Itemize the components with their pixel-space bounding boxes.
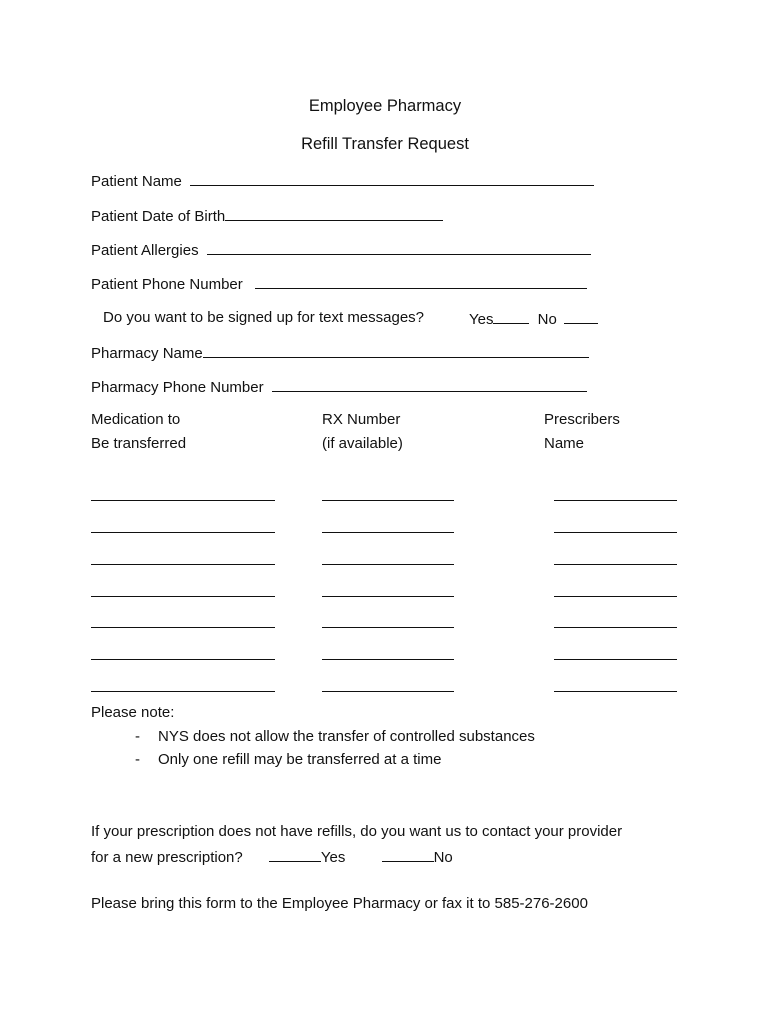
col-medication-header-line2: Be transferred [91,435,187,452]
pharmacy-phone-field[interactable] [272,377,587,392]
prescriber-field[interactable] [554,691,677,692]
notes-bullet-1: NYS does not allow the transfer of controlled substances [158,728,535,745]
medication-field[interactable] [91,596,275,597]
patient-name-label: Patient Name [91,173,182,190]
rx-number-field[interactable] [322,627,454,628]
col-rx-header-line2: (if available) [322,435,403,452]
refill-question-line1: If your prescription does not have refills, do you want us to contact your provider [91,823,623,840]
medication-field[interactable] [91,532,275,533]
prescriber-field[interactable] [554,659,677,660]
form-title: Employee Pharmacy [308,97,462,115]
patient-phone-field[interactable] [255,274,587,289]
patient-name-field[interactable] [190,171,594,186]
notes-heading: Please note: [91,704,175,721]
text-yes-field[interactable] [493,309,529,324]
pharmacy-name-row [91,343,589,363]
medication-field[interactable] [91,500,275,501]
rx-number-field[interactable] [322,532,454,533]
text-yes-label: Yes [469,311,494,328]
patient-allergies-label: Patient Allergies [91,242,199,259]
refill-no-label: No [433,849,453,866]
prescriber-field[interactable] [554,564,677,565]
text-no-label: No [537,311,557,328]
pharmacy-phone-label: Pharmacy Phone Number [91,379,264,396]
notes-bullet-2: Only one refill may be transferred at a time [158,751,442,768]
text-messages-row [103,309,424,327]
refill-question-line2: for a new prescription? [91,849,243,866]
prescriber-field[interactable] [554,627,677,628]
footer-instruction: Please bring this form to the Employee Pharmacy or fax it to 585-276-2600 [91,895,588,912]
col-prescriber-header-line1: Prescribers [544,411,620,428]
prescriber-field[interactable] [554,500,677,501]
patient-phone-label: Patient Phone Number [91,276,243,293]
rx-number-field[interactable] [322,500,454,501]
col-medication-header-line1: Medication to [91,411,181,428]
patient-allergies-row [91,240,591,260]
notes-bullet-2-dash: - [135,751,140,768]
notes-bullet-1-dash: - [135,728,140,745]
text-no-field[interactable] [564,309,598,324]
prescriber-field[interactable] [554,596,677,597]
patient-dob-row [91,206,443,226]
patient-allergies-field[interactable] [207,240,591,255]
pharmacy-phone-row [91,377,587,397]
refill-yes-field[interactable] [269,847,321,862]
pharmacy-name-field[interactable] [203,343,589,358]
rx-number-field[interactable] [322,564,454,565]
medication-field[interactable] [91,659,275,660]
pharmacy-name-label: Pharmacy Name [91,345,203,362]
patient-dob-field[interactable] [225,206,443,221]
rx-number-field[interactable] [322,691,454,692]
prescriber-field[interactable] [554,532,677,533]
rx-number-field[interactable] [322,596,454,597]
refill-question-row [91,847,453,867]
patient-phone-row [91,274,587,294]
form-subtitle: Refill Transfer Request [301,135,469,153]
medication-field[interactable] [91,691,275,692]
text-messages-question: Do you want to be signed up for text messages? [103,309,425,326]
patient-name-row [91,171,594,191]
rx-number-field[interactable] [322,659,454,660]
text-messages-options [469,309,598,329]
medication-field[interactable] [91,564,275,565]
col-prescriber-header-line2: Name [544,435,585,452]
refill-yes-label: Yes [320,849,346,866]
refill-no-field[interactable] [382,847,434,862]
medication-field[interactable] [91,627,275,628]
col-rx-header-line1: RX Number [322,411,401,428]
patient-dob-label: Patient Date of Birth [91,208,226,225]
